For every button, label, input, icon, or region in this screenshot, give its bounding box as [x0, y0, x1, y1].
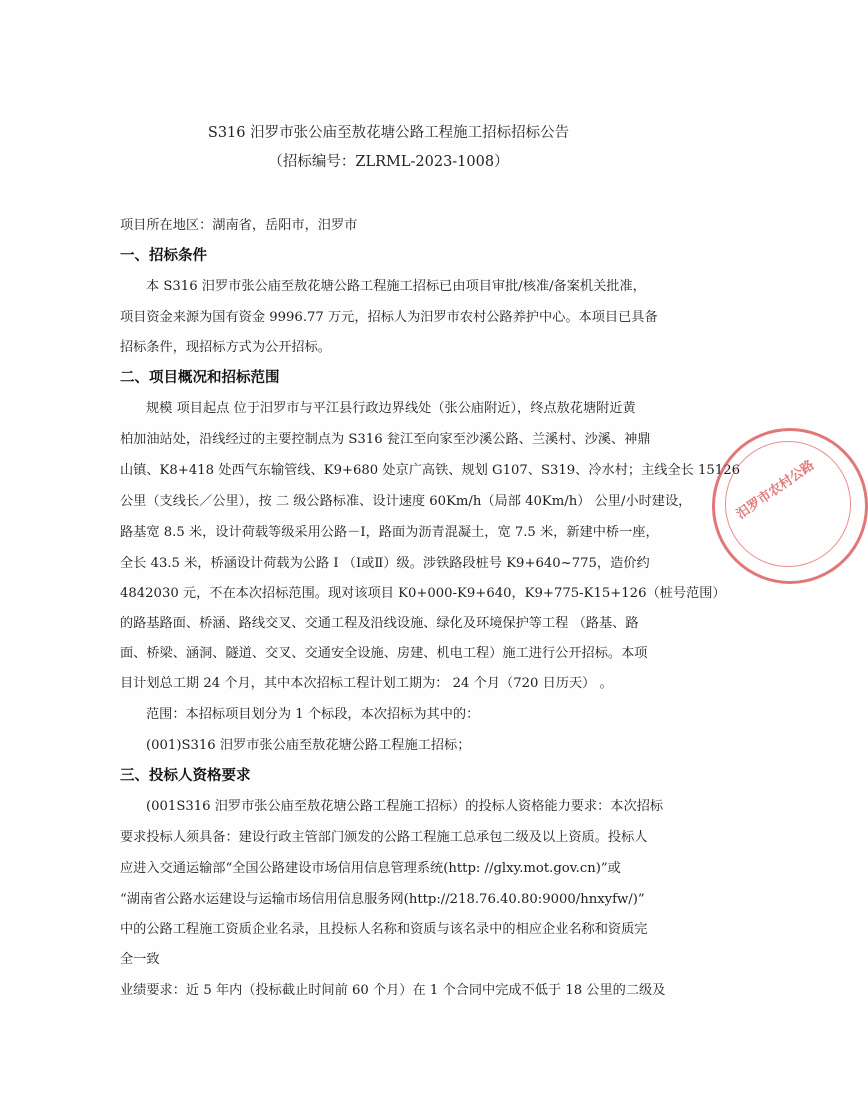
tender-number: （招标编号：ZLRML-2023-1008）: [268, 154, 509, 170]
paragraph-line: 山镇、K8+418 处西气东输管线、K9+680 处京广高铁、规划 G107、S319、冷水村；主线全长 15126: [120, 463, 740, 478]
paragraph-line: 范围：本招标项目划分为 1 个标段，本次招标为其中的：: [146, 707, 480, 722]
project-location: 项目所在地区：湖南省，岳阳市，汨罗市: [120, 218, 358, 233]
paragraph-line: 规模 项目起点 位于汨罗市与平江县行政边界线处（张公庙附近），终点敖花塘附近黄: [146, 401, 636, 416]
paragraph-line: 的路基路面、桥涵、路线交叉、交通工程及沿线设施、绿化及环境保护等工程 （路基、路: [120, 616, 639, 631]
paragraph-line: 面、桥梁、涵洞、隧道、交叉、交通安全设施、房建、机电工程）施工进行公开招标。本项: [120, 646, 648, 661]
paragraph-line: 本 S316 汨罗市张公庙至敖花塘公路工程施工招标已由项目审批/核准/备案机关批准，: [146, 279, 646, 294]
paragraph-line: 公里（支线长／公里），按 二 级公路标准、设计速度 60Km/h（局部 40Km/h） 公里/小时建设，: [120, 494, 692, 509]
paragraph-line: 全长 43.5 米，桥涵设计荷载为公路 Ⅰ （Ⅰ或Ⅱ）级。涉铁路段桩号 K9+640~775，造价约: [120, 556, 650, 571]
paragraph-line: 项目资金来源为国有资金 9996.77 万元，招标人为汨罗市农村公路养护中心。本项目已具备: [120, 310, 658, 325]
paragraph-line: 柏加油站处，沿线经过的主要控制点为 S316 瓮江至向家至沙溪公路、兰溪村、沙溪、神鼎: [120, 432, 651, 447]
paragraph-line: 应进入交通运输部“全国公路建设市场信用信息管理系统(http: //glxy.mot.gov.cn)”或: [120, 861, 621, 876]
official-seal: [712, 428, 868, 584]
paragraph-line: (001S316 汨罗市张公庙至敖花塘公路工程施工招标）的投标人资格能力要求：本次招标: [146, 799, 664, 814]
paragraph-line: 业绩要求：近 5 年内（投标截止时间前 60 个月）在 1 个合同中完成不低于 18 公里的二级及: [120, 983, 666, 998]
paragraph-line: 招标条件，现招标方式为公开招标。: [120, 340, 331, 355]
paragraph-line: (001)S316 汨罗市张公庙至敖花塘公路工程施工招标；: [146, 738, 471, 753]
paragraph-line: 全一致: [120, 952, 160, 967]
paragraph-line: 目计划总工期 24 个月，其中本次招标工程计划工期为： 24 个月（720 日历天） 。: [120, 676, 613, 691]
paragraph-line: “湖南省公路水运建设与运输市场信用信息服务网(http://218.76.40.80:9000/hnxyfw/)”: [120, 892, 645, 907]
paragraph-line: 中的公路工程施工资质企业名录，且投标人名称和资质与该名录中的相应企业名称和资质完: [120, 922, 648, 937]
paragraph-line: 4842030 元，不在本次招标范围。现对该项目 K0+000-K9+640，K9+775-K15+126（桩号范围）: [120, 586, 726, 601]
section-heading-project-overview: 二、项目概况和招标范围: [120, 370, 280, 386]
paragraph-line: 路基宽 8.5 米，设计荷载等级采用公路－Ⅰ，路面为沥青混凝土，宽 7.5 米，新建中桥一座，: [120, 525, 659, 540]
section-heading-tender-conditions: 一、招标条件: [120, 248, 207, 264]
paragraph-line: 要求投标人须具备：建设行政主管部门颁发的公路工程施工总承包二级及以上资质。投标人: [120, 830, 648, 845]
document-title: S316 汨罗市张公庙至敖花塘公路工程施工招标招标公告: [207, 125, 570, 141]
seal-text: 汨罗市农村公路: [734, 457, 818, 523]
section-heading-bidder-qualifications: 三、投标人资格要求: [120, 768, 251, 784]
